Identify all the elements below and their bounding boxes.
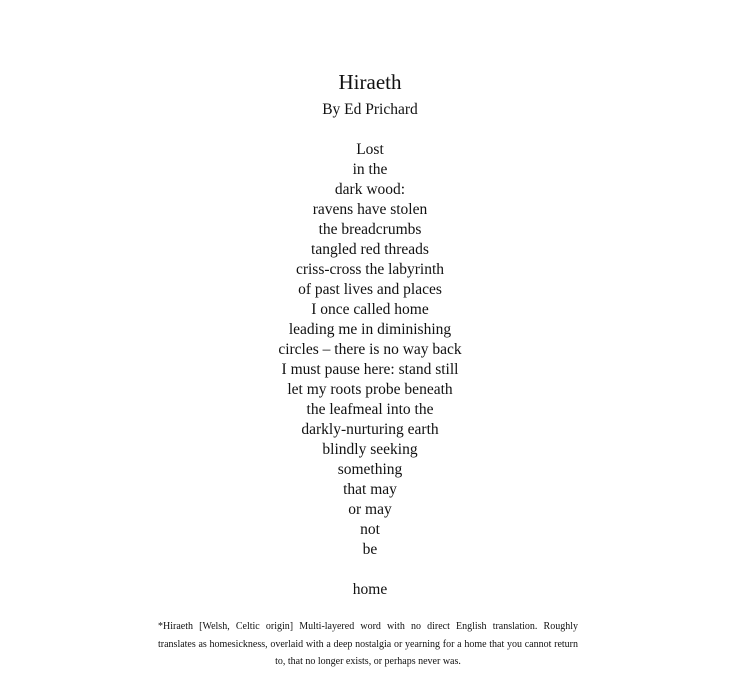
poem-line: tangled red threads <box>311 241 429 258</box>
poem-line: of past lives and places <box>298 281 442 298</box>
poem-line: circles – there is no way back <box>278 341 462 358</box>
poem-line: not <box>360 521 380 538</box>
author-byline: By Ed Prichard <box>322 101 418 118</box>
poem-final-line: home <box>352 581 388 598</box>
poem-line: be <box>362 541 378 558</box>
poem-line: I once called home <box>311 301 429 318</box>
poem-line: criss-cross the labyrinth <box>295 261 445 278</box>
poem-line: I must pause here: stand still <box>281 361 459 378</box>
poem-line: in the <box>352 161 388 178</box>
poem-line: that may <box>343 481 397 498</box>
poem-title: Hiraeth <box>338 70 402 94</box>
poem-line: dark wood: <box>334 181 406 198</box>
poem-line: Lost <box>356 141 384 158</box>
footnote: *Hiraeth [Welsh, Celtic origin] Multi-layered word with no direct English translation. Roughly translates as homesickness, overlaid with a deep nostalgia or yearning for a home that you cannot return to, that no longer exists, or perhaps never was. <box>158 621 578 667</box>
poem-line: darkly-nurturing earth <box>301 421 439 438</box>
poem-line: the leafmeal into the <box>306 401 434 418</box>
poem-line: blindly seeking <box>322 441 418 458</box>
poem-line: ravens have stolen <box>312 201 428 218</box>
poem-line: or may <box>348 501 392 518</box>
poem-line: the breadcrumbs <box>318 221 422 238</box>
poem-line: leading me in diminishing <box>288 321 452 338</box>
poem-line: something <box>337 461 403 478</box>
poem-body <box>0 140 740 600</box>
poem-line: let my roots probe beneath <box>287 381 453 398</box>
